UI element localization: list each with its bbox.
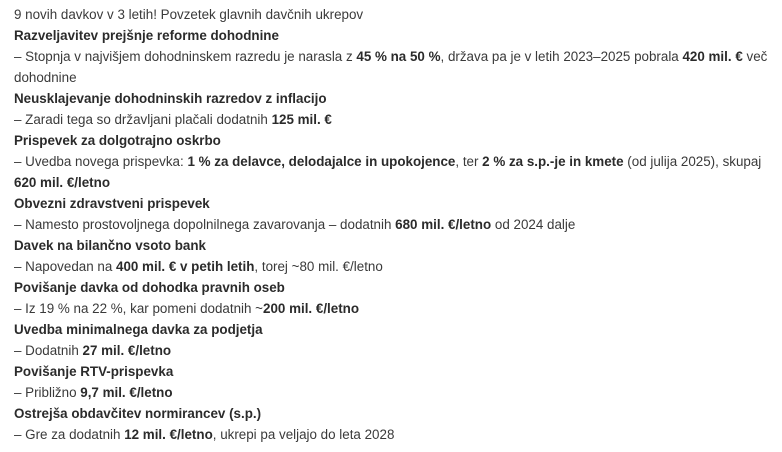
tax-measure-heading: Razveljavitev prejšnje reforme dohodnine	[14, 28, 279, 43]
tax-measure-heading: Povišanje RTV-prispevka	[14, 364, 174, 379]
description-text: – Približno	[14, 385, 81, 400]
description-text: , torej ~80 mil. €/letno	[254, 259, 383, 274]
tax-measure-item	[14, 25, 772, 88]
description-text: več dohodnine	[14, 49, 768, 85]
description-text: – Dodatnih	[14, 343, 83, 358]
highlighted-amount: 200 mil. €/letno	[263, 301, 360, 316]
tax-measure-heading: Ostrejša obdavčitev normirancev (s.p.)	[14, 406, 262, 421]
highlighted-amount: 45 % na 50 %	[356, 49, 441, 64]
description-text: , država pa je v letih 2023–2025 pobrala	[440, 49, 683, 64]
description-text: – Uvedba novega prispevka:	[14, 154, 188, 169]
highlighted-amount: 12 mil. €/letno	[124, 427, 213, 442]
tax-measure-description	[14, 151, 772, 193]
description-text: – Zaradi tega so državljani plačali dodatnih	[14, 112, 272, 127]
description-text: , ukrepi pa veljajo do leta 2028	[212, 427, 395, 442]
tax-measure-heading: Prispevek za dolgotrajno oskrbo	[14, 133, 221, 148]
description-text: – Iz 19 % na 22 %, kar pomeni dodatnih ~	[14, 301, 264, 316]
highlighted-amount: 9,7 mil. €/letno	[80, 385, 173, 400]
tax-measure-description	[14, 214, 772, 235]
tax-measure-description	[14, 424, 772, 445]
tax-measure-heading: Uvedba minimalnega davka za podjetja	[14, 322, 263, 337]
tax-measure-item	[14, 235, 772, 277]
tax-measure-description	[14, 46, 772, 88]
tax-measure-description	[14, 382, 772, 403]
tax-measure-heading: Davek na bilančno vsoto bank	[14, 238, 206, 253]
description-text: od 2024 dalje	[491, 217, 576, 232]
tax-measure-description	[14, 298, 772, 319]
tax-measure-description	[14, 256, 772, 277]
description-text: , ter	[455, 154, 483, 169]
highlighted-amount: 620 mil. €/letno	[14, 175, 111, 190]
highlighted-amount: 400 mil. € v petih letih	[116, 259, 255, 274]
tax-measure-item	[14, 319, 772, 361]
tax-measure-description	[14, 340, 772, 361]
highlighted-amount: 680 mil. €/letno	[395, 217, 492, 232]
description-text: (od julija 2025), skupaj	[623, 154, 762, 169]
tax-measure-item	[14, 277, 772, 319]
description-text: – Namesto prostovoljnega dopolnilnega zavarovanja – dodatnih	[14, 217, 396, 232]
tax-measure-description	[14, 109, 772, 130]
tax-measure-item	[14, 361, 772, 403]
highlighted-amount: 1 % za delavce, delodajalce in upokojence	[187, 154, 456, 169]
highlighted-amount: 27 mil. €/letno	[82, 343, 172, 358]
highlighted-amount: 420 mil. €	[682, 49, 743, 64]
tax-measure-heading: Obvezni zdravstveni prispevek	[14, 196, 210, 211]
intro-title: 9 novih davkov v 3 letih! Povzetek glavnih davčnih ukrepov	[14, 7, 364, 22]
tax-measure-item	[14, 130, 772, 193]
highlighted-amount: 2 % za s.p.-je in kmete	[482, 154, 624, 169]
description-text: – Stopnja v najvišjem dohodninskem razredu je narasla z	[14, 49, 357, 64]
tax-measure-heading: Neusklajevanje dohodninskih razredov z inflacijo	[14, 91, 327, 106]
tax-measure-heading: Povišanje davka od dohodka pravnih oseb	[14, 280, 285, 295]
tax-measure-item	[14, 193, 772, 235]
tax-measure-item	[14, 403, 772, 445]
description-text: – Napovedan na	[14, 259, 116, 274]
description-text: – Gre za dodatnih	[14, 427, 125, 442]
tax-measure-item	[14, 88, 772, 130]
tax-measures-list	[14, 25, 772, 445]
highlighted-amount: 125 mil. €	[271, 112, 332, 127]
